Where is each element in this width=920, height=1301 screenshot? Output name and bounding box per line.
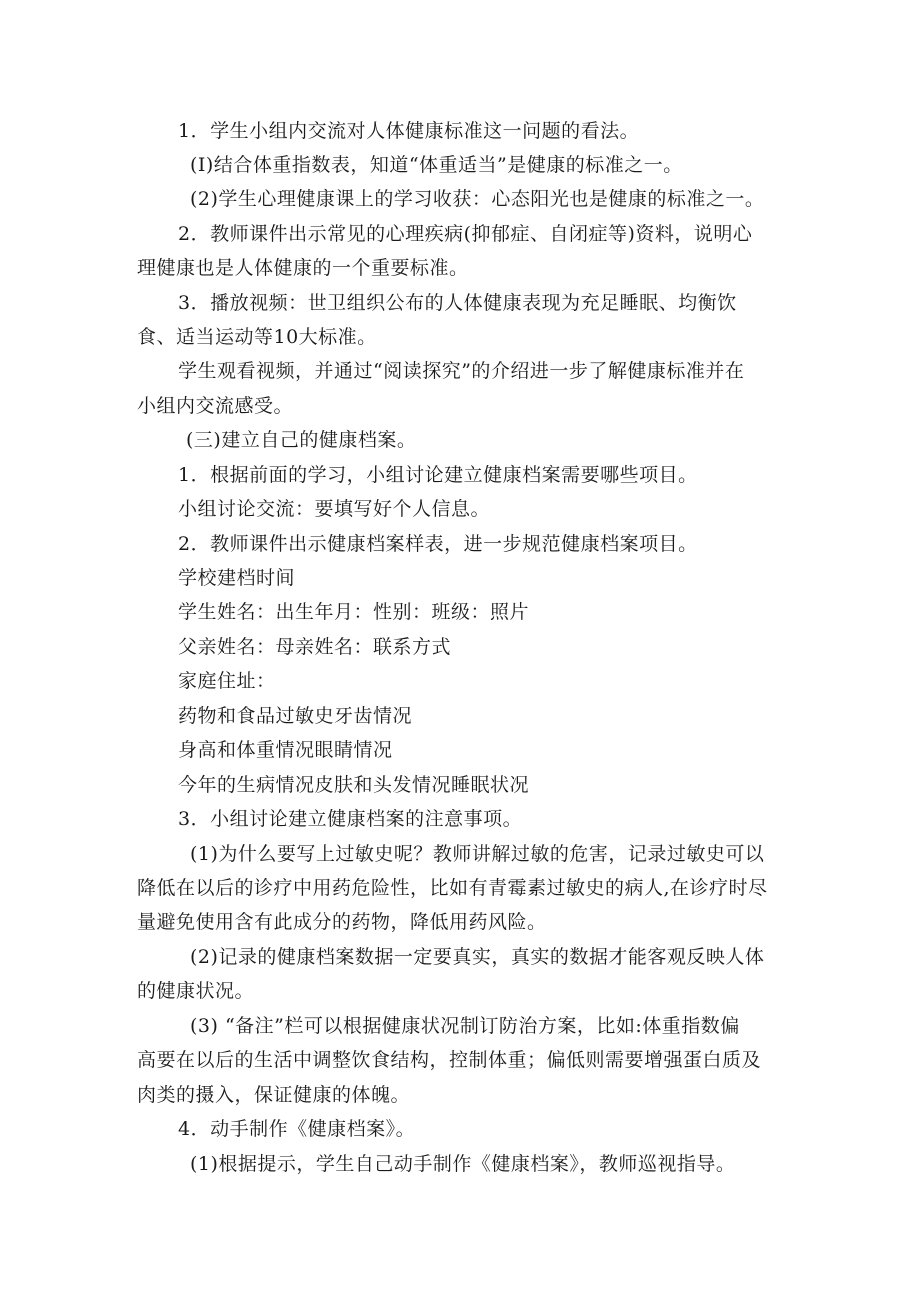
text-line: (2)学生心理健康课上的学习收获：心态阳光也是健康的标准之一。 [190,188,765,210]
record-field-line: 药物和食品过敏史牙齿情况 [178,705,413,727]
text-line: (1)根据提示，学生自己动手制作《健康档案》，教师巡视指导。 [190,1153,736,1175]
text-line: 理健康也是人体健康的一个重要标准。 [137,257,469,279]
text-line: 量避免使用含有此成分的药物，降低用药风险。 [137,911,547,933]
text-line: (2)记录的健康档案数据一定要真实，真实的数据才能客观反映人体 [190,946,765,968]
text-line: 4．动手制作《健康档案》。 [178,1118,416,1140]
record-field-line: 身高和体重情况眼睛情况 [178,739,393,761]
text-line: 小组讨论交流：要填写好个人信息。 [178,498,491,520]
record-field-line: 家庭住址： [178,670,276,692]
text-line: 3．小组讨论建立健康档案的注意事项。 [178,808,523,830]
text-line: (1)为什么要写上过敏史呢？教师讲解过敏的危害，记录过敏史可以 [190,843,765,865]
section-heading: (三)建立自己的健康档案。 [186,429,417,451]
text-line: 食、适当运动等10大标准。 [137,326,377,348]
text-line: 高要在以后的生活中调整饮食结构，控制体重；偏低则需要增强蛋白质及 [137,1049,762,1071]
record-field-line: 学生姓名：出生年月：性别：班级：照片 [178,601,530,623]
record-field-line: 学校建档时间 [178,567,296,589]
text-line: 小组内交流感受。 [137,395,294,417]
text-line: 1．学生小组内交流对人体健康标准这一问题的看法。 [178,120,640,142]
text-line: 的健康状况。 [137,980,255,1002]
text-line: (I)结合体重指数表，知道“体重适当”是健康的标准之一。 [190,154,683,176]
text-line: 肉类的摄入，保证健康的体魄。 [137,1084,411,1106]
record-field-line: 今年的生病情况皮肤和头发情况睡眠状况 [178,774,530,796]
text-line: (3) “备注”栏可以根据健康状况制订防治方案，比如:体重指数偏 [190,1015,740,1037]
text-line: 2．教师课件出示健康档案样表，进一步规范健康档案项目。 [178,533,698,555]
text-line: 3．播放视频：世卫组织公布的人体健康表现为充足睡眠、均衡饮 [178,292,737,314]
text-line: 降低在以后的诊疗中用药危险性，比如有青霉素过敏史的病人,在诊疗时尽 [137,877,768,899]
text-line: 1．根据前面的学习，小组讨论建立健康档案需要哪些项目。 [178,464,698,486]
record-field-line: 父亲姓名：母亲姓名：联系方式 [178,636,452,658]
text-line: 学生观看视频，并通过“阅读探究”的介绍进一步了解健康标准并在 [178,360,745,382]
text-line: 2．教师课件出示常见的心理疾病(抑郁症、自闭症等)资料，说明心 [178,223,753,245]
